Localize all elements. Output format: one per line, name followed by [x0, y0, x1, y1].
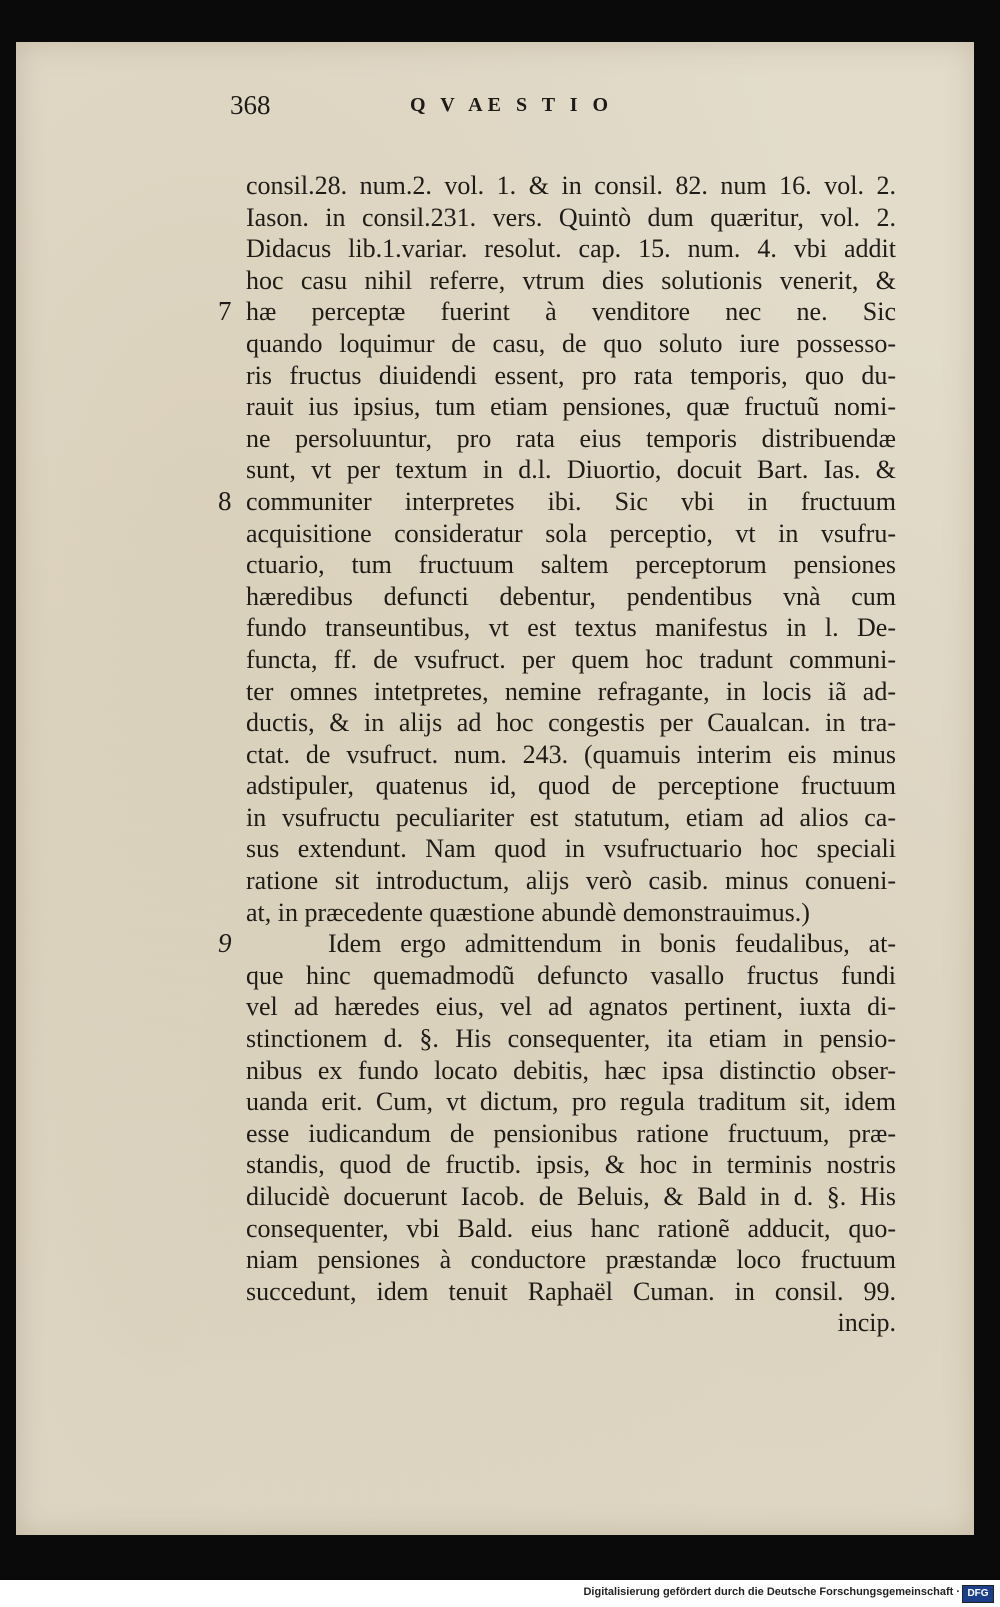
footer-credit: Digitalisierung gefördert durch die Deutsche Forschungsgemeinschaft · — [583, 1586, 960, 1598]
text-line: uanda erit. Cum, vt dictum, pro regula traditum sit, idem — [246, 1087, 896, 1117]
text-line: ne persoluuntur, pro rata eius temporis distribuendæ — [246, 423, 896, 453]
text-line: succedunt, idem tenuit Raphaël Cuman. in consil. 99. — [246, 1276, 896, 1306]
text-line: fundo transeuntibus, vt est textus manifestus in l. De- — [246, 613, 896, 643]
text-line: vel ad hæredes eius, vel ad agnatos pertinent, iuxta di- — [246, 992, 896, 1022]
margin-number-7: 7 — [218, 296, 232, 326]
page-header — [230, 90, 810, 130]
dfg-logo-icon: DFG — [962, 1585, 994, 1603]
text-line: que hinc quemadmodũ defuncto vasallo fructus fundi — [246, 960, 896, 990]
text-line: hoc casu nihil referre, vtrum dies solutionis venerit, & — [246, 265, 896, 295]
text-line: niam pensiones à conductore præstandæ loco fructuum — [246, 1245, 896, 1275]
text-line: ductis, & in alijs ad hoc congestis per Caualcan. in tra- — [246, 708, 896, 738]
text-line: sunt, vt per textum in d.l. Diuortio, docuit Bart. Ias. & — [246, 455, 896, 485]
text-line: consequenter, vbi Bald. eius hanc rationẽ adducit, quo- — [246, 1213, 896, 1243]
text-line: Iason. in consil.231. vers. Quintò dum quæritur, vol. 2. — [246, 202, 896, 232]
text-line: nibus ex fundo locato debitis, hæc ipsa distinctio obser- — [246, 1055, 896, 1085]
text-line: dilucidè docuerunt Iacob. de Beluis, & Bald in d. §. His — [246, 1182, 896, 1211]
text-line: stinctionem d. §. His consequenter, ita etiam in pensio- — [246, 1024, 896, 1054]
text-line: consil.28. num.2. vol. 1. & in consil. 82. num 16. vol. 2. — [246, 171, 896, 200]
text-line: ter omnes intetpretes, nemine refragante, in locis iã ad- — [246, 676, 896, 706]
text-line: Idem ergo admittendum in bonis feudalibus, at- — [328, 929, 896, 959]
text-line: hæ perceptæ fuerint à venditore nec ne. Sic — [246, 297, 896, 327]
text-line: communiter interpretes ibi. Sic vbi in fructuum — [246, 486, 896, 516]
text-line: ctuario, tum fructuum saltem perceptorum pensiones — [246, 550, 896, 580]
text-line: acquisitione consideratur sola perceptio, vt in vsufru- — [246, 518, 896, 548]
text-line: rauit ius ipsius, tum etiam pensiones, quæ fructuũ nomi- — [246, 392, 896, 422]
text-line: at, in præcedente quæstione abundè demonstrauimus.) — [246, 897, 810, 927]
text-line: sus extendunt. Nam quod in vsufructuario hoc speciali — [246, 834, 896, 864]
page-number: 368 — [230, 90, 271, 120]
text-line: ctat. de vsufruct. num. 243. (quamuis interim eis minus — [246, 739, 896, 769]
body-text — [246, 170, 896, 1339]
text-line: Didacus lib.1.variar. resolut. cap. 15. num. 4. vbi addit — [246, 234, 896, 264]
text-line: in vsufructu peculiariter est statutum, etiam ad alios ca- — [246, 802, 896, 832]
text-line: quando loquimur de casu, de quo soluto iure possesso- — [246, 328, 896, 358]
margin-number-8: 8 — [218, 486, 232, 516]
digitization-footer — [0, 1580, 1000, 1607]
text-line: ris fructus diuidendi essent, pro rata temporis, quo du- — [246, 360, 896, 390]
text-line: standis, quod de fructib. ipsis, & hoc in terminis nostris — [246, 1150, 896, 1180]
catchword: incip. — [837, 1308, 896, 1338]
margin-number-9: 9 — [218, 928, 232, 958]
text-line: adstipuler, quatenus id, quod de perceptione fructuum — [246, 771, 896, 801]
text-line: esse iudicandum de pensionibus ratione fructuum, præ- — [246, 1118, 896, 1148]
text-line: ratione sit introductum, alijs verò casib. minus conueni- — [246, 866, 896, 896]
running-head: Q V AE S T I O — [410, 94, 614, 116]
text-line: hæredibus defuncti debentur, pendentibus vnà cum — [246, 581, 896, 611]
text-line: functa, ff. de vsufruct. per quem hoc tradunt communi- — [246, 644, 896, 674]
